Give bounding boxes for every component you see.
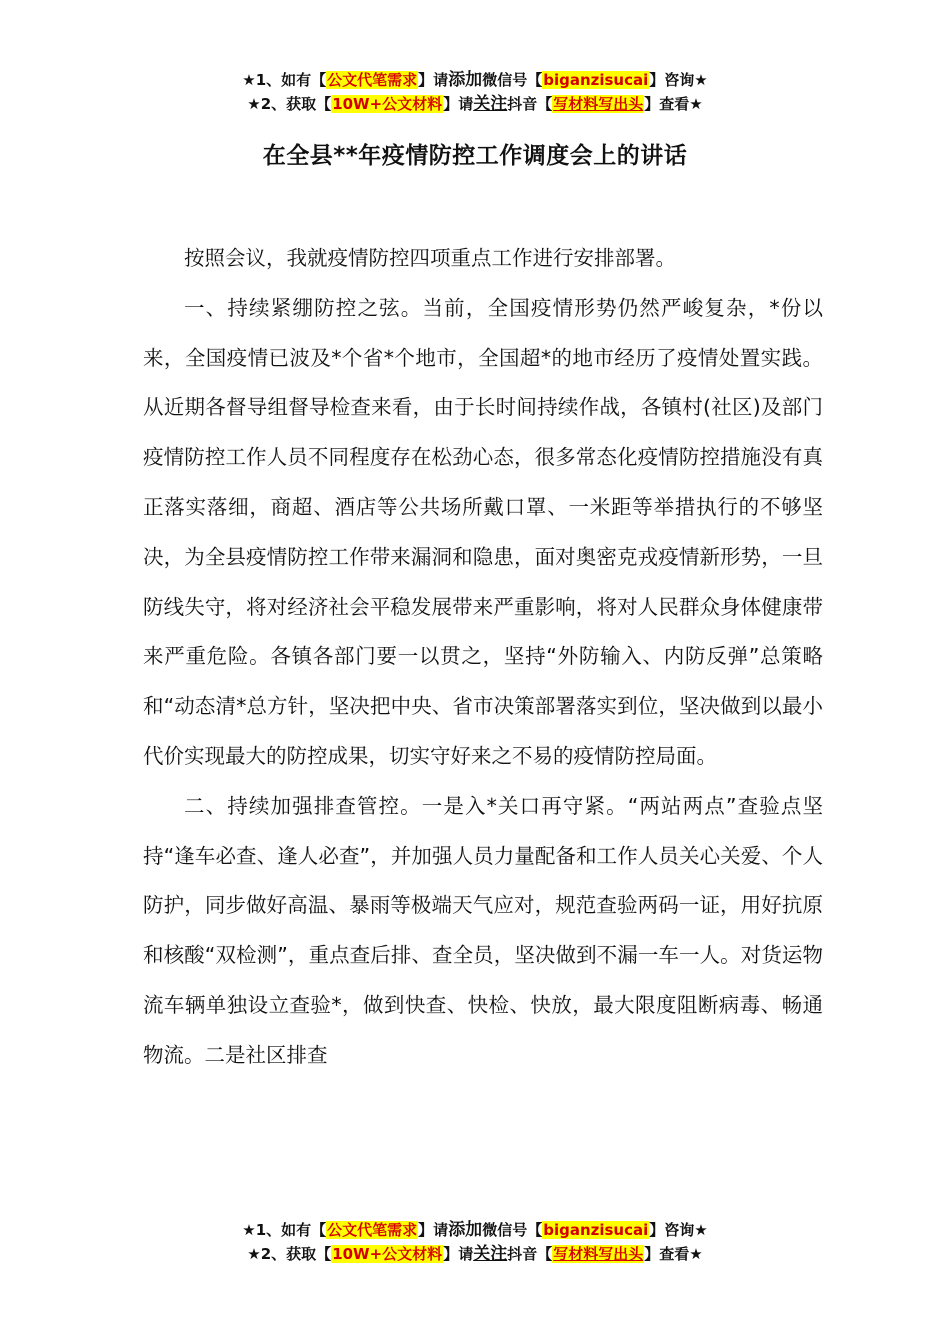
banner-text: 微信号【	[482, 71, 543, 89]
paragraph-intro: 按照会议，我就疫情防控四项重点工作进行安排部署。	[184, 246, 676, 270]
banner-text: ★2、获取【	[247, 95, 332, 113]
banner-text: 】请	[418, 1221, 449, 1239]
banner-emphasis: 关注	[473, 94, 508, 114]
banner-highlight-materials: 10W+公文材料	[332, 95, 443, 113]
banner-text: 】查看★	[644, 95, 703, 113]
banner-emphasis: 添加	[448, 1220, 483, 1240]
banner-text: 】咨询★	[649, 71, 708, 89]
banner-text: ★1、如有【	[242, 71, 327, 89]
banner-text: 微信号【	[482, 1221, 543, 1239]
banner-highlight-service: 公文代笔需求	[327, 1221, 418, 1239]
banner-line-2	[0, 92, 950, 116]
banner-text: 抖音【	[507, 1245, 553, 1263]
document-body	[143, 234, 823, 1081]
banner-highlight-douyin: 写材料写出头	[553, 1245, 644, 1263]
banner-line-2	[0, 1242, 950, 1266]
banner-emphasis: 关注	[473, 1244, 508, 1264]
banner-text: ★1、如有【	[242, 1221, 327, 1239]
document-title: 在全县**年疫情防控工作调度会上的讲话	[262, 143, 688, 169]
banner-emphasis: 添加	[448, 70, 483, 90]
paragraph-section-2: 二、持续加强排查管控。一是入*关口再守紧。“两站两点”查验点坚持“逢车必查、逢人必查”，并加强人员力量配备和工作人员关心关爱、个人防护，同步做好高温、暴雨等极端天气应对，规范查验两码一证，用好抗原和核酸“双检测”，重点查后排、查全员，坚决做到不漏一车一人。对货运物流车辆单独设立查验*，做到快查、快检、快放，最大限度阻断病毒、畅通物流。二是社区排查	[143, 793, 823, 1067]
header-banner	[0, 68, 950, 116]
banner-text: 】咨询★	[649, 1221, 708, 1239]
banner-highlight-materials: 10W+公文材料	[332, 1245, 443, 1263]
banner-line-1	[0, 1218, 950, 1242]
banner-line-1	[0, 68, 950, 92]
banner-text: ★2、获取【	[247, 1245, 332, 1263]
banner-text: 】请	[443, 1245, 474, 1263]
banner-text: 抖音【	[507, 95, 553, 113]
banner-highlight-wechat-id: biganzisucai	[543, 71, 649, 89]
banner-highlight-wechat-id: biganzisucai	[543, 1221, 649, 1239]
footer-banner	[0, 1218, 950, 1266]
banner-text: 】查看★	[644, 1245, 703, 1263]
banner-highlight-service: 公文代笔需求	[327, 71, 418, 89]
paragraph-section-1: 一、持续紧绷防控之弦。当前，全国疫情形势仍然严峻复杂，*份以来，全国疫情已波及*个省*个地市，全国超*的地市经历了疫情处置实践。从近期各督导组督导检查来看，由于长时间持续作战，各镇村(社区)及部门疫情防控工作人员不同程度存在松劲心态，很多常态化疫情防控措施没有真正落实落细，商超、酒店等公共场所戴口罩、一米距等举措执行的不够坚决，为全县疫情防控工作带来漏洞和隐患，面对奥密克戎疫情新形势，一旦防线失守，将对经济社会平稳发展带来严重影响，将对人民群众身体健康带来严重危险。各镇各部门要一以贯之，坚持“外防输入、内防反弹”总策略和“动态清*总方针，坚决把中央、省市决策部署落实到位，坚决做到以最小代价实现最大的防控成果，切实守好来之不易的疫情防控局面。	[143, 295, 823, 768]
banner-highlight-douyin: 写材料写出头	[553, 95, 644, 113]
banner-text: 】请	[443, 95, 474, 113]
banner-text: 】请	[418, 71, 449, 89]
